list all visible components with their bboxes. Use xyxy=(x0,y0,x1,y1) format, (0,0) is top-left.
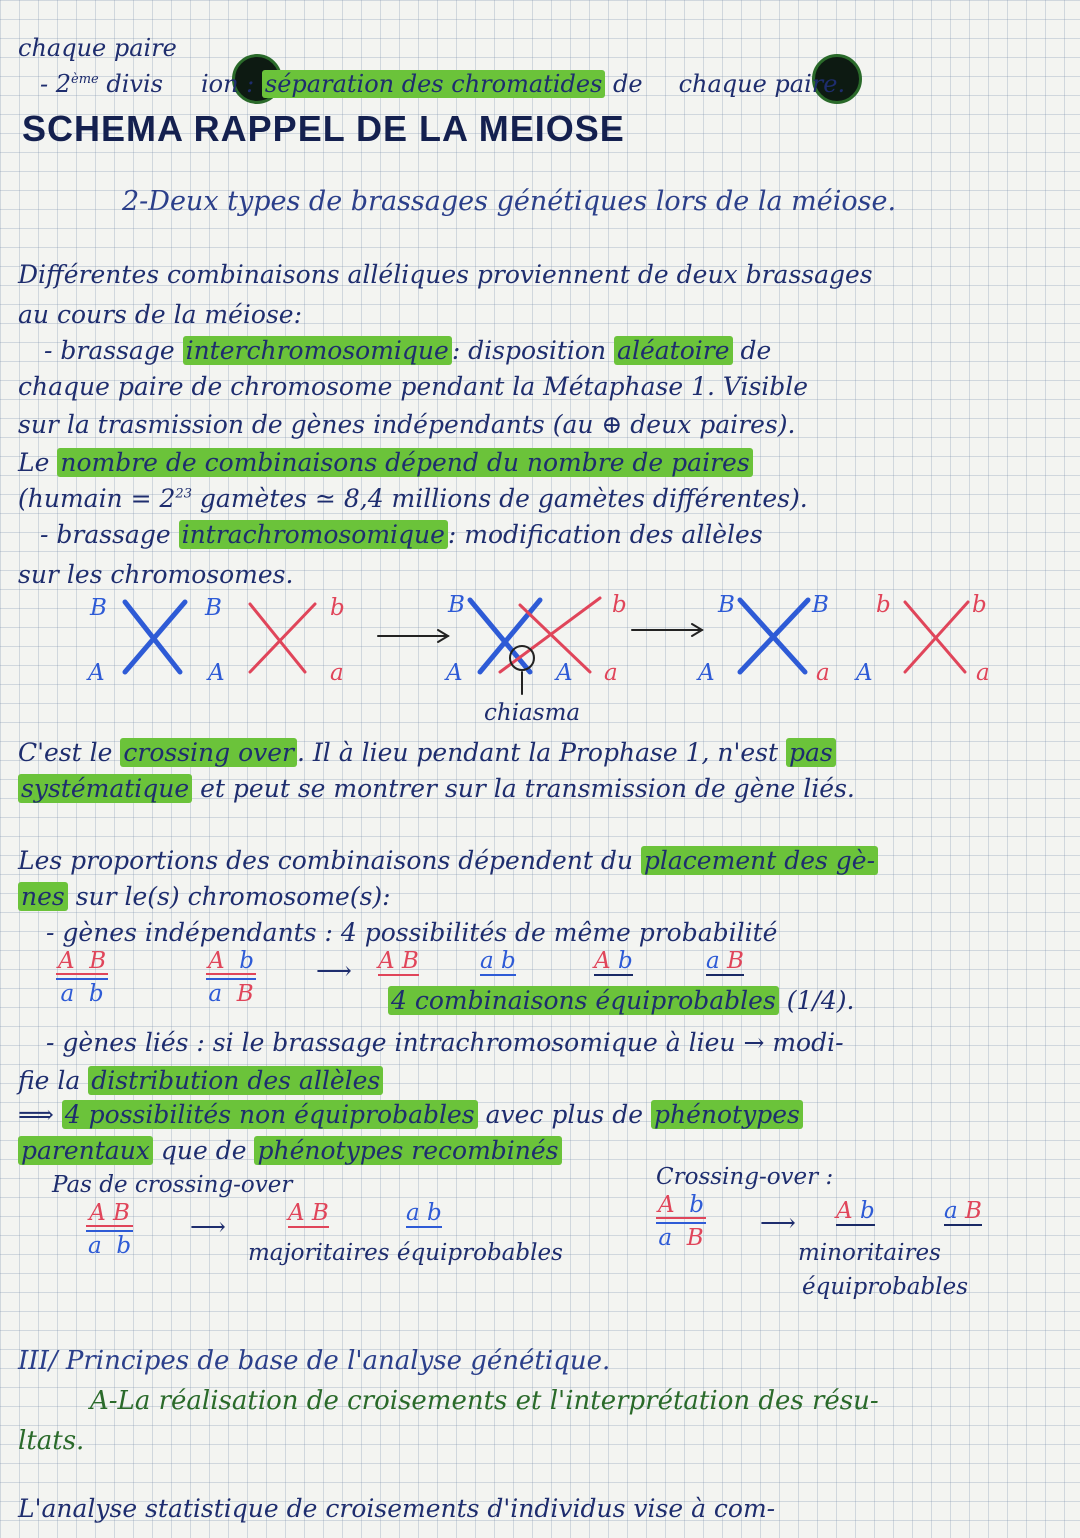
diagram-letter: B xyxy=(812,592,829,618)
genotype-fraction-ab-cross: A b a B xyxy=(208,948,254,1007)
combo-3: A b xyxy=(594,948,633,974)
hl-separation: séparation des chromatides xyxy=(262,70,605,98)
diagram-letter: A xyxy=(556,660,573,686)
hl-interchromosomique: interchromosomique xyxy=(183,336,452,365)
p1-line-2: au cours de la méiose: xyxy=(18,300,303,329)
top-line-1: chaque paire xyxy=(18,34,177,62)
arrow-no-crossing: ⟶ xyxy=(190,1212,226,1241)
combos-summary: 4 combinaisons équiprobables (1/4). xyxy=(388,988,854,1013)
hl-phenotypes-recombines: phénotypes recombinés xyxy=(254,1136,561,1165)
p3-line-3: - gènes indépendants : 4 possibilités de même probabilité xyxy=(46,918,778,947)
combo-4: a B xyxy=(706,948,744,974)
p1-line-5: sur la trasmission de gènes indépendants (au ⊕ deux paires). xyxy=(18,410,796,439)
diagram-letter: A xyxy=(88,660,105,686)
diagram-letter: a xyxy=(976,660,990,686)
hl-distribution: distribution des allèles xyxy=(88,1066,383,1095)
diagram-letter: b xyxy=(330,595,345,621)
parental-combo-2: a b xyxy=(406,1200,442,1226)
diagram-letter: b xyxy=(876,592,891,618)
hl-4-combinaisons: 4 combinaisons équiprobables xyxy=(388,986,779,1015)
section-2-heading: 2-Deux types de brassages génétiques lors de la méiose. xyxy=(122,186,897,217)
hl-placement: placement des gè- xyxy=(641,846,878,875)
page-title: SCHEMA RAPPEL DE LA MEIOSE xyxy=(22,108,625,149)
p1-line-9: sur les chromosomes. xyxy=(18,560,294,589)
diagram-letter: b xyxy=(972,592,987,618)
p3-line-5: - gènes liés : si le brassage intrachromosomique à lieu → modi- xyxy=(46,1028,844,1057)
p1-line-3: - brassage interchromosomique : disposition aléatoire de xyxy=(44,336,772,365)
diagram-letter: A xyxy=(208,660,225,686)
arrow-crossing: ⟶ xyxy=(760,1208,796,1237)
label-crossing-over: Crossing-over : xyxy=(656,1164,834,1190)
hl-nombre-combinaisons: nombre de combinaisons dépend du nombre de paires xyxy=(57,448,752,477)
p3-line-7: ⟹ 4 possibilités non équiprobables avec plus de phénotypes xyxy=(18,1102,803,1127)
label-no-crossing-over: Pas de crossing-over xyxy=(52,1172,293,1198)
p1-line-1: Différentes combinaisons alléliques proviennent de deux brassages xyxy=(18,260,873,289)
top-line-2: - 2ème divis ion : séparation des chromatides de chaque paire. xyxy=(40,70,846,98)
p2-line-1: C'est le crossing over . Il à lieu pendant la Prophase 1, n'est pas xyxy=(18,740,836,765)
label-majoritaires: majoritaires équiprobables xyxy=(248,1240,563,1266)
section-3-sub-2: ltats. xyxy=(18,1426,85,1456)
diagram-letter: A xyxy=(856,660,873,686)
hl-intrachromosomique: intrachromosomique xyxy=(179,520,448,549)
section-3-last-line: L'analyse statistique de croisements d'individus vise à com- xyxy=(18,1494,776,1523)
hl-aleatoire: aléatoire xyxy=(614,336,732,365)
p2-line-2: systématique et peut se montrer sur la transmission de gène liés. xyxy=(18,776,855,801)
diagram-letter: B xyxy=(90,595,107,621)
p1-line-4: chaque paire de chromosome pendant la Métaphase 1. Visible xyxy=(18,372,809,401)
hl-phenotypes: phénotypes xyxy=(651,1100,803,1129)
section-3-heading: III/ Principes de base de l'analyse génétique. xyxy=(18,1346,611,1376)
parental-combo-1: A B xyxy=(288,1200,329,1226)
p3-line-8: parentaux que de phénotypes recombinés xyxy=(18,1138,562,1163)
diagram-letter: a xyxy=(604,660,618,686)
p3-line-2: nes sur le(s) chromosome(s): xyxy=(18,884,391,909)
hl-pas: pas xyxy=(786,738,836,767)
hl-4-possibilites: 4 possibilités non équiprobables xyxy=(62,1100,478,1129)
hl-crossing-over: crossing over xyxy=(120,738,297,767)
arrow-independent: ⟶ xyxy=(316,956,352,985)
hl-parentaux: parentaux xyxy=(18,1136,153,1165)
diagram-letter: a xyxy=(330,660,344,686)
label-minoritaires: minoritaires xyxy=(798,1240,941,1266)
diagram-letter: A xyxy=(698,660,715,686)
genotype-fraction-recombined: A b a B xyxy=(658,1192,704,1251)
p1-line-7: (humain = $2^{23}$ gamètes ≃ 8,4 millions de gamètes différentes). xyxy=(18,484,808,513)
hl-systematique: systématique xyxy=(18,774,192,803)
diagram-letter: B xyxy=(448,592,465,618)
hl-nes: nes xyxy=(18,882,68,911)
recombined-combo-1: A b xyxy=(836,1198,875,1224)
section-3-sub-1: A-La réalisation de croisements et l'interprétation des résu- xyxy=(90,1386,879,1416)
label-equiprobables: équiprobables xyxy=(802,1274,968,1300)
diagram-letter: B xyxy=(718,592,735,618)
recombined-combo-2: a B xyxy=(944,1198,982,1224)
diagram-letter: A xyxy=(446,660,463,686)
p1-line-6: Le nombre de combinaisons dépend du nombre de paires xyxy=(18,450,753,475)
combo-2: a b xyxy=(480,948,516,974)
diagram-letter: b xyxy=(612,592,627,618)
chiasma-label: chiasma xyxy=(484,700,581,726)
genotype-fraction-ab: A B a b xyxy=(58,948,107,1007)
p3-line-6: fie la distribution des allèles xyxy=(18,1068,383,1093)
diagram-letter: B xyxy=(205,595,222,621)
genotype-fraction-linked: A B a b xyxy=(88,1200,132,1259)
p1-line-8: - brassage intrachromosomique : modification des allèles xyxy=(40,520,763,549)
p3-line-1: Les proportions des combinaisons dépendent du placement des gè- xyxy=(18,848,878,873)
diagram-letter: a xyxy=(816,660,830,686)
combo-1: A B xyxy=(378,948,419,974)
